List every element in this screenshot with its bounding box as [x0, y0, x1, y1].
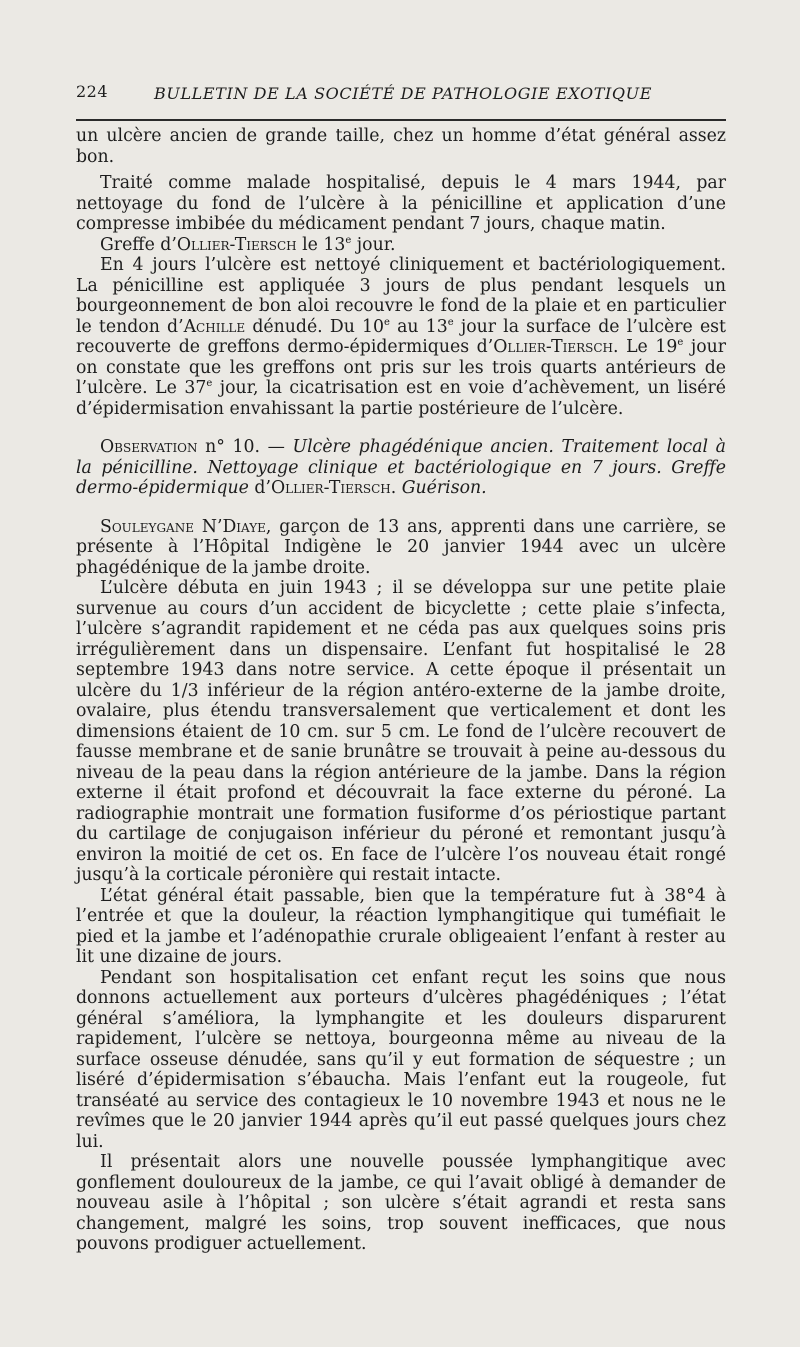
- observation-heading: Observation n° 10. — Ulcère phagédénique ancien. Traitement local à la pénicilline. Nettoyage clinique et bactériologique en 7 jours. Greffe dermo-épidermique d’Ollier-Tiersch. Guérison.: [76, 437, 726, 498]
- body-text: [76, 126, 726, 1255]
- page-number: 224: [76, 82, 109, 101]
- author-name: Ollier-Tiersch: [270, 478, 391, 498]
- author-name: Ollier-Tiersch: [493, 337, 614, 357]
- paragraph-1: un ulcère ancien de grande taille, chez un homme d’état général assez bon.: [76, 126, 726, 167]
- paragraph-6: Souleygane N’Diaye, garçon de 13 ans, apprenti dans une carrière, se présente à l’Hôpital Indigène le 20 janvier 1944 avec un ulcère phagédénique de la jambe droite.: [76, 516, 726, 578]
- author-name: Achille: [183, 316, 246, 337]
- page-header: [76, 80, 726, 112]
- paragraph-7: L’ulcère débuta en juin 1943 ; il se développa sur une petite plaie survenue au cours d’un accident de bicyclette ; cette plaie s’infecta, l’ulcère s’agrandit rapidement et ne céda pas aux quelques soins pris irrégulièrement dans un dispensaire. L’enfant fut hospitalisé le 28 septembre 1943 dans notre service. A cette époque il présentait un ulcère du 1/3 inférieur de la région antéro-externe de la jambe droite, ovalaire, plus étendu transversalement que verticalement et dont les dimensions étaient de 10 cm. sur 5 cm. Le fond de l’ulcère recouvert de fausse membrane et de sanie brunâtre se trouvait à peine au-dessous du niveau de la peau dans la région antérieure de la jambe. Dans la région externe il était profond et découvrait la face externe du péroné. La radiographie montrait une formation fusiforme d’os périostique partant du cartilage de conjugaison inférieur du péroné et remontant jusqu’à environ la moitié de cet os. En face de l’ulcère l’os nouveau était rongé jusqu’à la corticale péronière qui restait intacte.: [76, 578, 726, 885]
- running-head: BULLETIN DE LA SOCIÉTÉ DE PATHOLOGIE EXOTIQUE: [154, 84, 652, 103]
- paragraph-2: Traité comme malade hospitalisé, depuis le 4 mars 1944, par nettoyage du fond de l’ulcère à la pénicilline et application d’une compresse imbibée du médicament pendant 7 jours, chaque matin.: [76, 173, 726, 234]
- paragraph-4: En 4 jours l’ulcère est nettoyé cliniquement et bactériologiquement. La pénicilline est appliquée 3 jours de plus pendant lesquels un bourgeonnement de bon aloi recouvre le fond de la plaie et en particulier le tendon d’Achille dénudé. Du 10e au 13e jour la surface de l’ulcère est recouverte de greffons dermo-épidermiques d’Ollier-Tiersch. Le 19e jour on constate que les greffons ont pris sur les trois quarts antérieurs de l’ulcère. Le 37e jour, la cicatrisation est en voie d’achèvement, un liséré d’épidermisation envahissant la partie postérieure de l’ulcère.: [76, 255, 726, 419]
- paragraph-10: Il présentait alors une nouvelle poussée lymphangitique avec gonflement douloureux de la jambe, ce qui l’avait obligé à demander de nouveau asile à l’hôpital ; son ulcère s’était agrandi et resta sans changement, malgré les soins, trop souvent inefficaces, que nous pouvons prodiguer actuellement.: [76, 1152, 726, 1254]
- paragraph-3: Greffe d’Ollier-Tiersch le 13e jour.: [100, 234, 396, 255]
- paragraph-8: L’état général était passable, bien que la température fut à 38°4 à l’entrée et que la douleur, la réaction lymphangitique qui tuméfiait le pied et la jambe et l’adénopathie crurale obligeaient l’enfant à rester au lit une dizaine de jours.: [76, 885, 726, 967]
- paragraph-9: Pendant son hospitalisation cet enfant reçut les soins que nous donnons actuellement aux porteurs d’ulcères phagédéniques ; l’état général s’améliora, la lymphangite et les douleurs disparurent rapidement, l’ulcère se nettoya, bourgeonna même au niveau de la surface osseuse dénudée, sans qu’il y eut formation de séquestre ; un liséré d’épidermisation s’ébaucha. Mais l’enfant eut la rougeole, fut transéaté au service des contagieux le 10 novembre 1943 et nous ne le revîmes que le 20 janvier 1944 après qu’il eut passé quelques jours chez lui.: [76, 967, 726, 1152]
- header-rule: [76, 119, 726, 121]
- patient-name: Souleygane: [100, 516, 194, 537]
- author-name: Ollier-Tiersch: [176, 234, 297, 255]
